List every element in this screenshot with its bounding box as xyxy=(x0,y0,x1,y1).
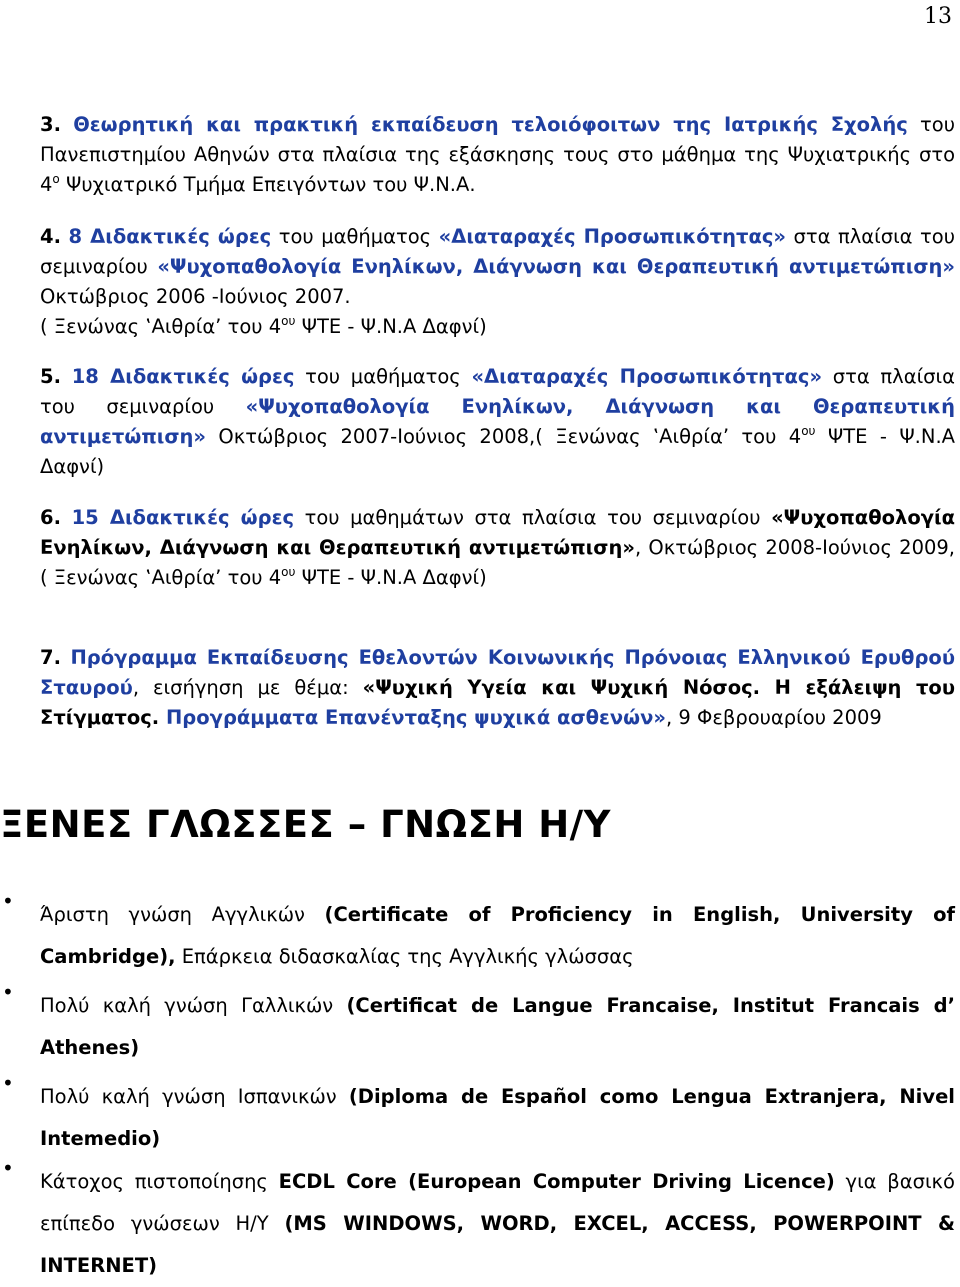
page-number: 13 xyxy=(924,4,952,29)
item-date: , 9 Φεβρουαρίου 2009 xyxy=(666,706,882,729)
item-number: 6. xyxy=(40,506,61,529)
language-extra: για βασικό επίπεδο γνώσεων Η/Υ xyxy=(40,1170,955,1235)
item-programs: Προγράμματα Επανένταξης ψυχικά ασθενών» xyxy=(159,706,666,729)
language-certificate: (Certificate of Proficiency in English, University of Cambridge), xyxy=(40,903,955,968)
item-text: του μαθήματος xyxy=(271,225,439,248)
list-item xyxy=(40,643,955,733)
item-number: 7. xyxy=(40,646,61,669)
superscript: ου xyxy=(281,565,296,579)
language-certificate: ECDL Core (European Computer Driving Licence) xyxy=(278,1170,835,1193)
item-hours: 8 Διδακτικές ώρες xyxy=(68,225,272,248)
item-number: 3. xyxy=(40,113,61,136)
item-date: Οκτώβριος 2007-Ιούνιος 2008,( Ξενώνας ‛Αιθρία’ του 4 xyxy=(206,425,802,448)
item-place: ΨΤΕ - Ψ.Ν.Α Δαφνί) xyxy=(295,566,487,589)
bullet: • xyxy=(2,889,14,913)
item-place: ΨΤΕ - Ψ.Ν.Α Δαφνί) xyxy=(295,315,487,338)
language-software: (MS WINDOWS, WORD, EXCEL, ACCESS, POWERPOINT & INTERNET) xyxy=(40,1212,955,1277)
item-text: Ψυχιατρικό Τμήμα Επειγόντων του Ψ.Ν.Α. xyxy=(59,173,476,196)
item-text: του Πανεπιστημίου Αθηνών στα πλαίσια της εξάσκησης τους στο μάθημα της Ψυχιατρικής στο 4 xyxy=(40,113,956,196)
item-text: , εισήγηση με θέμα: xyxy=(132,676,363,699)
item-text: του μαθημάτων στα πλαίσια του σεμιναρίου xyxy=(294,506,772,529)
section-heading: ΞΕΝΕΣ ΓΛΩΣΣΕΣ – ΓΝΩΣΗ Η/Υ xyxy=(0,803,611,846)
item-seminar: «Ψυχοπαθολογία Ενηλίκων, Διάγνωση και Θεραπευτική αντιμετώπιση» xyxy=(157,255,955,278)
item-date: Οκτώβριος 2006 -Ιούνιος 2007. xyxy=(40,285,351,308)
list-item xyxy=(40,1161,955,1287)
item-date: , Οκτώβριος 2008-Ιούνιος 2009,( Ξενώνας ‛Αιθρία’ του 4 xyxy=(40,536,955,589)
item-number: 5. xyxy=(40,365,61,388)
list-item xyxy=(40,503,955,593)
item-course: «Διαταραχές Προσωπικότητας» xyxy=(471,365,823,388)
language-certificate: (Certificat de Langue Francaise, Institut Francais d’ Athenes) xyxy=(40,994,955,1059)
bullet: • xyxy=(2,1071,14,1095)
bullet: • xyxy=(2,980,14,1004)
list-item xyxy=(40,362,955,482)
item-number: 4. xyxy=(40,225,61,248)
list-item xyxy=(40,894,955,978)
item-topic: «Ψυχική Υγεία και Ψυχική Νόσος. Η εξάλειψη του Στίγματος. xyxy=(40,676,955,729)
item-program: Πρόγραμμα Εκπαίδευσης Εθελοντών Κοινωνικής Πρόνοιας Ελληνικού Ερυθρού Σταυρού xyxy=(40,646,955,699)
language-text: Πολύ καλή γνώση Ισπανικών xyxy=(40,1085,349,1108)
list-item xyxy=(40,110,955,200)
item-hours: 18 Διδακτικές ώρες xyxy=(71,365,295,388)
item-text: στα πλαίσια του σεμιναρίου xyxy=(40,365,955,418)
item-seminar: «Ψυχοπαθολογία Ενηλίκων, Διάγνωση και Θεραπευτική αντιμετώπιση» xyxy=(40,395,955,448)
bullet: • xyxy=(2,1156,14,1180)
list-item xyxy=(40,1076,955,1160)
item-title: Θεωρητική και πρακτική εκπαίδευση τελοιόφοιτων της Ιατρικής Σχολής xyxy=(73,113,908,136)
language-text: Κάτοχος πιστοποίησης xyxy=(40,1170,279,1193)
item-place: ( Ξενώνας ‛Αιθρία’ του 4 xyxy=(40,315,282,338)
language-text: Πολύ καλή γνώση Γαλλικών xyxy=(40,994,347,1017)
superscript: ου xyxy=(801,424,816,438)
list-item xyxy=(40,222,955,342)
item-seminar: «Ψυχοπαθολογία Ενηλίκων, Διάγνωση και Θεραπευτική αντιμετώπιση» xyxy=(40,506,955,559)
item-course: «Διαταραχές Προσωπικότητας» xyxy=(438,225,787,248)
item-text: στα πλαίσια του σεμιναρίου xyxy=(40,225,956,278)
list-item xyxy=(40,985,955,1069)
language-extra: Επάρκεια διδασκαλίας της Αγγλικής γλώσσας xyxy=(175,945,634,968)
superscript: ο xyxy=(52,172,60,186)
item-hours: 15 Διδακτικές ώρες xyxy=(71,506,294,529)
item-text: του μαθήματος xyxy=(294,365,472,388)
language-text: Άριστη γνώση Αγγλικών xyxy=(40,903,325,926)
superscript: ου xyxy=(281,314,296,328)
language-certificate: (Diploma de Español como Lengua Extranjera, Nivel Intemedio) xyxy=(40,1085,955,1150)
item-place: ΨΤΕ - Ψ.Ν.Α Δαφνί) xyxy=(40,425,955,478)
